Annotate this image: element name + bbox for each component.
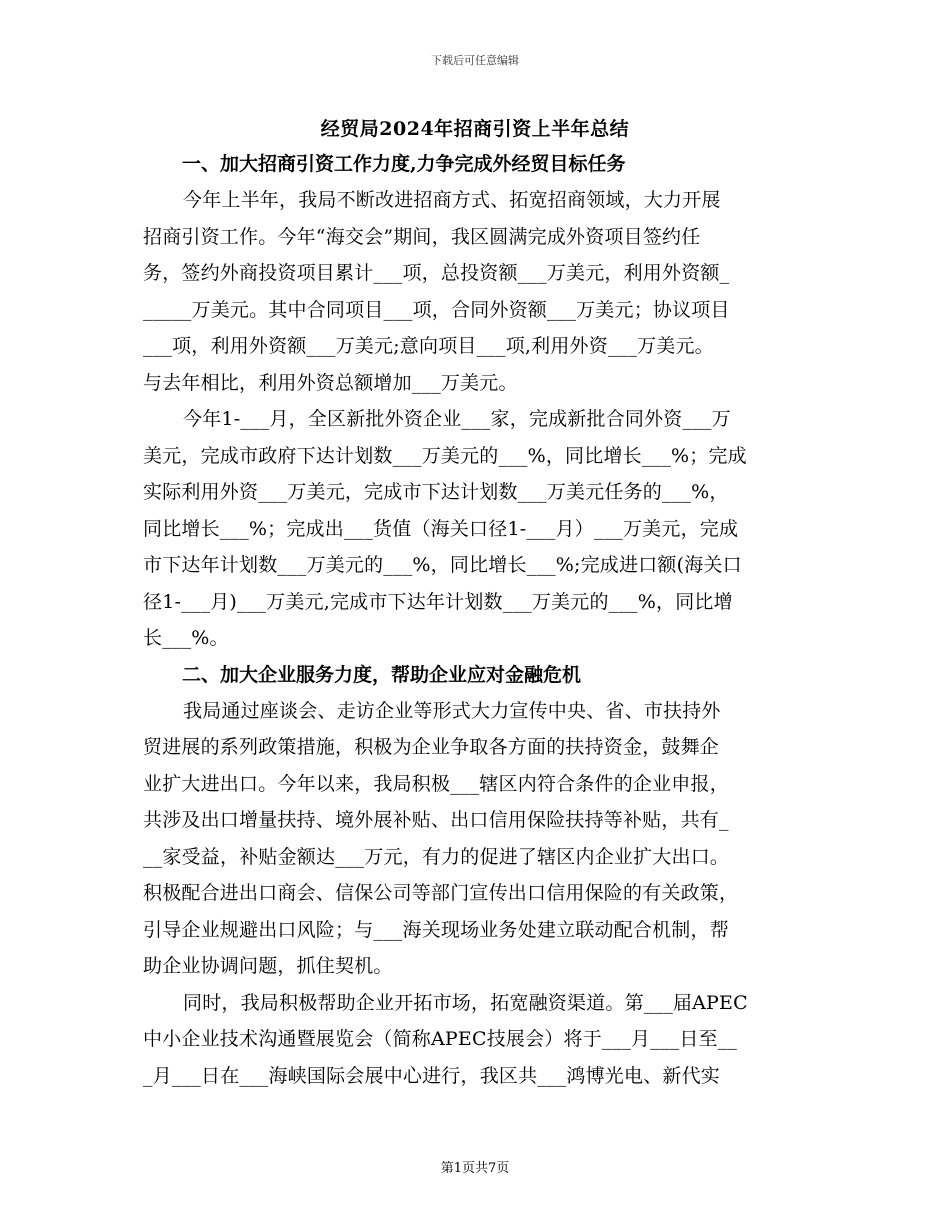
text-line: 美元，完成市政府下达计划数___万美元的___%，同比增长___%；完成 xyxy=(143,444,747,467)
page-footer: 第1页共7页 xyxy=(440,1161,510,1176)
text-line: 实际利用外资___万美元，完成市下达计划数___万美元任务的___%， xyxy=(143,481,729,503)
text-line: 长___%。 xyxy=(143,627,229,649)
text-line: 招商引资工作。今年“海交会”期间，我区圆满完成外资项目签约任 xyxy=(143,225,701,248)
text-line: 今年1-___月，全区新批外资企业___家，完成新批合同外资___万 xyxy=(183,408,731,430)
document-title: 经贸局2024年招商引资上半年总结 xyxy=(320,118,630,140)
paragraph xyxy=(143,401,811,657)
text-line: 助企业协调问题，抓住契机。 xyxy=(143,955,393,977)
page-header-note: 下载后可任意编辑 xyxy=(431,54,519,67)
text-line: 积极配合进出口商会、信保公司等部门宣传出口信用保险的有关政策， xyxy=(143,882,739,904)
text-line: __家受益，补贴金额达___万元，有力的促进了辖区内企业扩大出口。 xyxy=(143,845,730,868)
section-heading: 二、加大企业服务力度，帮助企业应对金融危机 xyxy=(181,663,581,686)
text-line: 今年上半年，我局不断改进招商方式、拓宽招商领域，大力开展 xyxy=(183,189,721,211)
text-line: 同时，我局积极帮助企业开拓市场，拓宽融资渠道。第___届APEC xyxy=(183,991,748,1014)
text-line: ___项，利用外资额___万美元;意向项目___项,利用外资___万美元。 xyxy=(143,335,714,357)
paragraph xyxy=(143,693,811,985)
text-line: 共涉及出口增量扶持、境外展补贴、出口信用保险扶持等补贴，共有_ xyxy=(143,809,729,831)
text-line: 同比增长___%；完成出___货值（海关口径1-___月）___万美元，完成 xyxy=(143,517,739,540)
paragraph xyxy=(143,182,811,401)
text-line: _____万美元。其中合同项目___项，合同外资额___万美元；协议项目 xyxy=(143,298,730,321)
document-body xyxy=(143,146,811,1094)
text-line: 市下达年计划数___万美元的___%，同比增长___%;完成进口额(海关口 xyxy=(143,554,742,576)
paragraph xyxy=(143,985,811,1095)
text-line: 我局通过座谈会、走访企业等形式大力宣传中央、省、市扶持外 xyxy=(183,699,721,722)
section-heading: 一、加大招商引资工作力度,力争完成外经贸目标任务 xyxy=(181,153,626,175)
text-line: 与去年相比，利用外资总额增加___万美元。 xyxy=(143,371,518,394)
text-line: 径1-___月)___万美元,完成市下达年计划数___万美元的___%，同比增 xyxy=(143,590,733,613)
text-line: _月___日在___海峡国际会展中心进行，我区共___鸿博光电、新代实 xyxy=(143,1064,721,1087)
text-line: 业扩大进出口。今年以来，我局积极___辖区内符合条件的企业申报， xyxy=(143,772,729,795)
text-line: 务，签约外商投资项目累计___项，总投资额___万美元，利用外资额_ xyxy=(143,262,730,284)
text-line: 贸进展的系列政策措施，积极为企业争取各方面的扶持资金，鼓舞企 xyxy=(143,736,720,758)
text-line: 引导企业规避出口风险；与___海关现场业务处建立联动配合机制，帮 xyxy=(143,918,729,941)
text-line: 中小企业技术沟通暨展览会（简称APEC技展会）将于___月___日至__ xyxy=(143,1028,738,1050)
